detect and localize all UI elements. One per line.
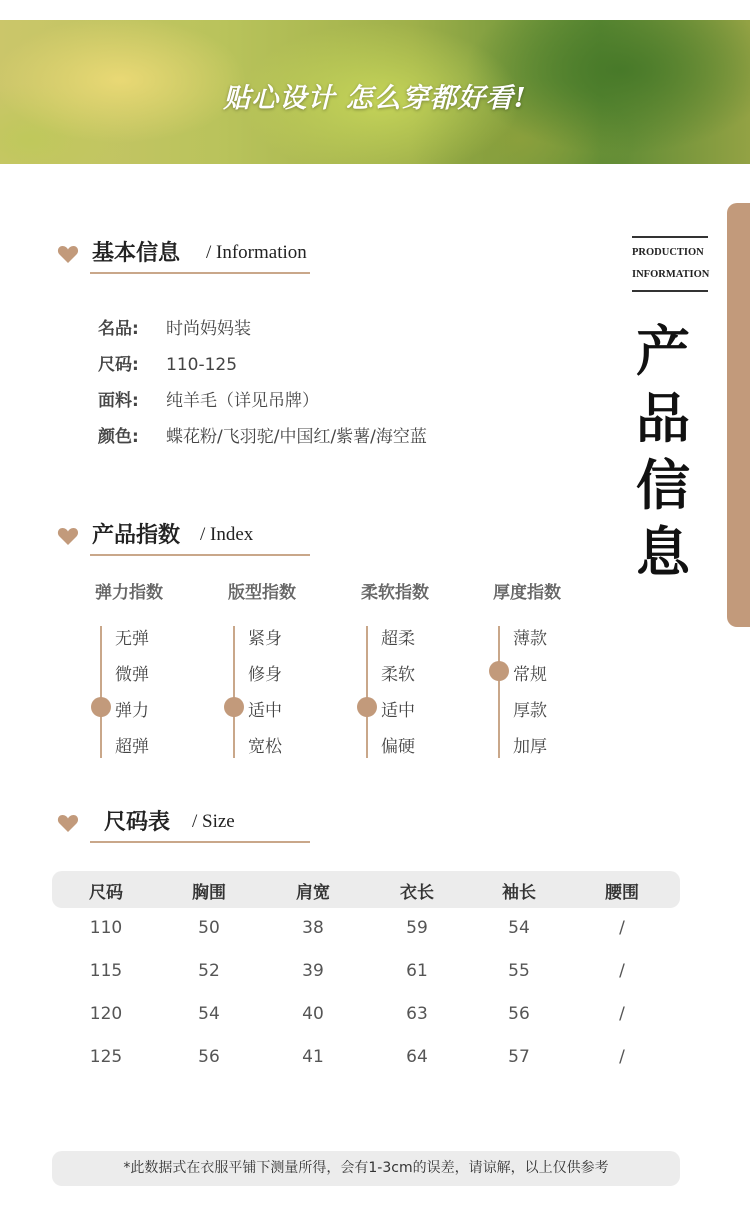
info-key: 面料: [98, 391, 139, 411]
table-cell: 38 [302, 918, 324, 938]
table-cell: 110 [89, 918, 123, 938]
side-char: 品 [636, 386, 690, 450]
section-underline [90, 841, 310, 843]
table-header-cell: 尺码 [89, 883, 123, 903]
table-header-cell: 衣长 [400, 883, 434, 903]
table-cell: 63 [406, 1004, 428, 1024]
index-option: 薄款 [513, 629, 547, 649]
side-char: 息 [636, 520, 690, 584]
table-header-cell: 腰围 [605, 883, 639, 903]
info-row-fabric [98, 386, 319, 411]
index-option: 微弹 [115, 665, 149, 685]
index-title: 弹力指数 [95, 583, 163, 603]
heart-icon [56, 811, 80, 835]
table-cell: 115 [89, 961, 123, 981]
index-option: 弹力 [115, 701, 149, 721]
index-option: 常规 [513, 665, 547, 685]
section-title-en: / Index [200, 524, 254, 545]
side-title-cn [630, 318, 696, 586]
table-cell: 120 [89, 1004, 123, 1024]
index-option: 宽松 [248, 737, 282, 757]
table-cell: 39 [302, 961, 324, 981]
index-option: 修身 [248, 665, 282, 685]
table-cell: / [619, 918, 625, 938]
table-cell: 55 [508, 961, 530, 981]
side-char: 产 [636, 319, 690, 383]
table-header-cell: 袖长 [502, 883, 536, 903]
section-underline [90, 554, 310, 556]
section-underline [90, 272, 310, 274]
table-cell: / [619, 1047, 625, 1067]
table-cell: 41 [302, 1047, 324, 1067]
heart-icon [56, 524, 80, 548]
section-title-cn: 尺码表 [104, 809, 171, 835]
table-cell: / [619, 961, 625, 981]
index-column [361, 578, 471, 757]
side-char: 信 [636, 453, 690, 517]
table-cell: 52 [198, 961, 220, 981]
index-option: 厚款 [513, 701, 547, 721]
index-selected-dot [91, 697, 111, 717]
info-value: 纯羊毛（详见吊牌） [166, 391, 319, 411]
section-title-cn: 基本信息 [92, 240, 181, 266]
table-cell: 61 [406, 961, 428, 981]
index-selected-dot [224, 697, 244, 717]
index-track [498, 626, 500, 758]
index-column [228, 578, 338, 757]
info-key: 名品: [98, 319, 139, 339]
index-track [366, 626, 368, 758]
table-cell: 125 [89, 1047, 123, 1067]
info-value: 110-125 [166, 355, 238, 375]
index-option: 超弹 [115, 737, 149, 757]
index-option: 无弹 [115, 629, 149, 649]
table-cell: 40 [302, 1004, 324, 1024]
side-tab [727, 203, 750, 627]
index-title: 版型指数 [228, 583, 296, 603]
info-row-name [98, 314, 251, 339]
index-option: 紧身 [248, 629, 282, 649]
table-header-cell: 肩宽 [296, 883, 330, 903]
measurement-note: *此数据式在衣服平铺下测量所得，会有1-3cm的误差，请谅解，以上仅供参考 [52, 1151, 680, 1186]
banner-title: 贴心设计 怎么穿都好看! [223, 83, 527, 114]
table-cell: 54 [508, 918, 530, 938]
table-cell: 57 [508, 1047, 530, 1067]
index-option: 偏硬 [381, 737, 415, 757]
banner-image [0, 20, 750, 164]
heart-icon [56, 242, 80, 266]
section-title-cn: 产品指数 [92, 522, 181, 548]
table-cell: / [619, 1004, 625, 1024]
index-option: 适中 [381, 701, 415, 721]
table-cell: 64 [406, 1047, 428, 1067]
index-selected-dot [489, 661, 509, 681]
index-option: 适中 [248, 701, 282, 721]
index-track [233, 626, 235, 758]
table-cell: 59 [406, 918, 428, 938]
info-key: 尺码: [98, 355, 139, 375]
info-row-color [98, 422, 427, 447]
table-cell: 56 [198, 1047, 220, 1067]
production-information-label [632, 236, 710, 292]
table-cell: 54 [198, 1004, 220, 1024]
info-value: 蝶花粉/飞羽驼/中国红/紫薯/海空蓝 [166, 427, 427, 447]
index-column [493, 578, 603, 757]
table-cell: 50 [198, 918, 220, 938]
info-value: 时尚妈妈装 [166, 319, 251, 339]
side-en-line2: INFORMATION [632, 269, 710, 280]
index-track [100, 626, 102, 758]
section-title-en: / Information [206, 242, 307, 263]
index-option: 超柔 [381, 629, 415, 649]
info-row-size [98, 350, 237, 375]
index-selected-dot [357, 697, 377, 717]
info-key: 颜色: [98, 427, 139, 447]
section-title-en: / Size [192, 811, 235, 832]
index-column [95, 578, 205, 757]
side-en-line1: PRODUCTION [632, 247, 704, 258]
table-cell: 56 [508, 1004, 530, 1024]
index-option: 柔软 [381, 665, 415, 685]
index-title: 厚度指数 [493, 583, 561, 603]
table-header-cell: 胸围 [192, 883, 226, 903]
divider [632, 290, 708, 292]
index-option: 加厚 [513, 737, 547, 757]
index-title: 柔软指数 [361, 583, 429, 603]
